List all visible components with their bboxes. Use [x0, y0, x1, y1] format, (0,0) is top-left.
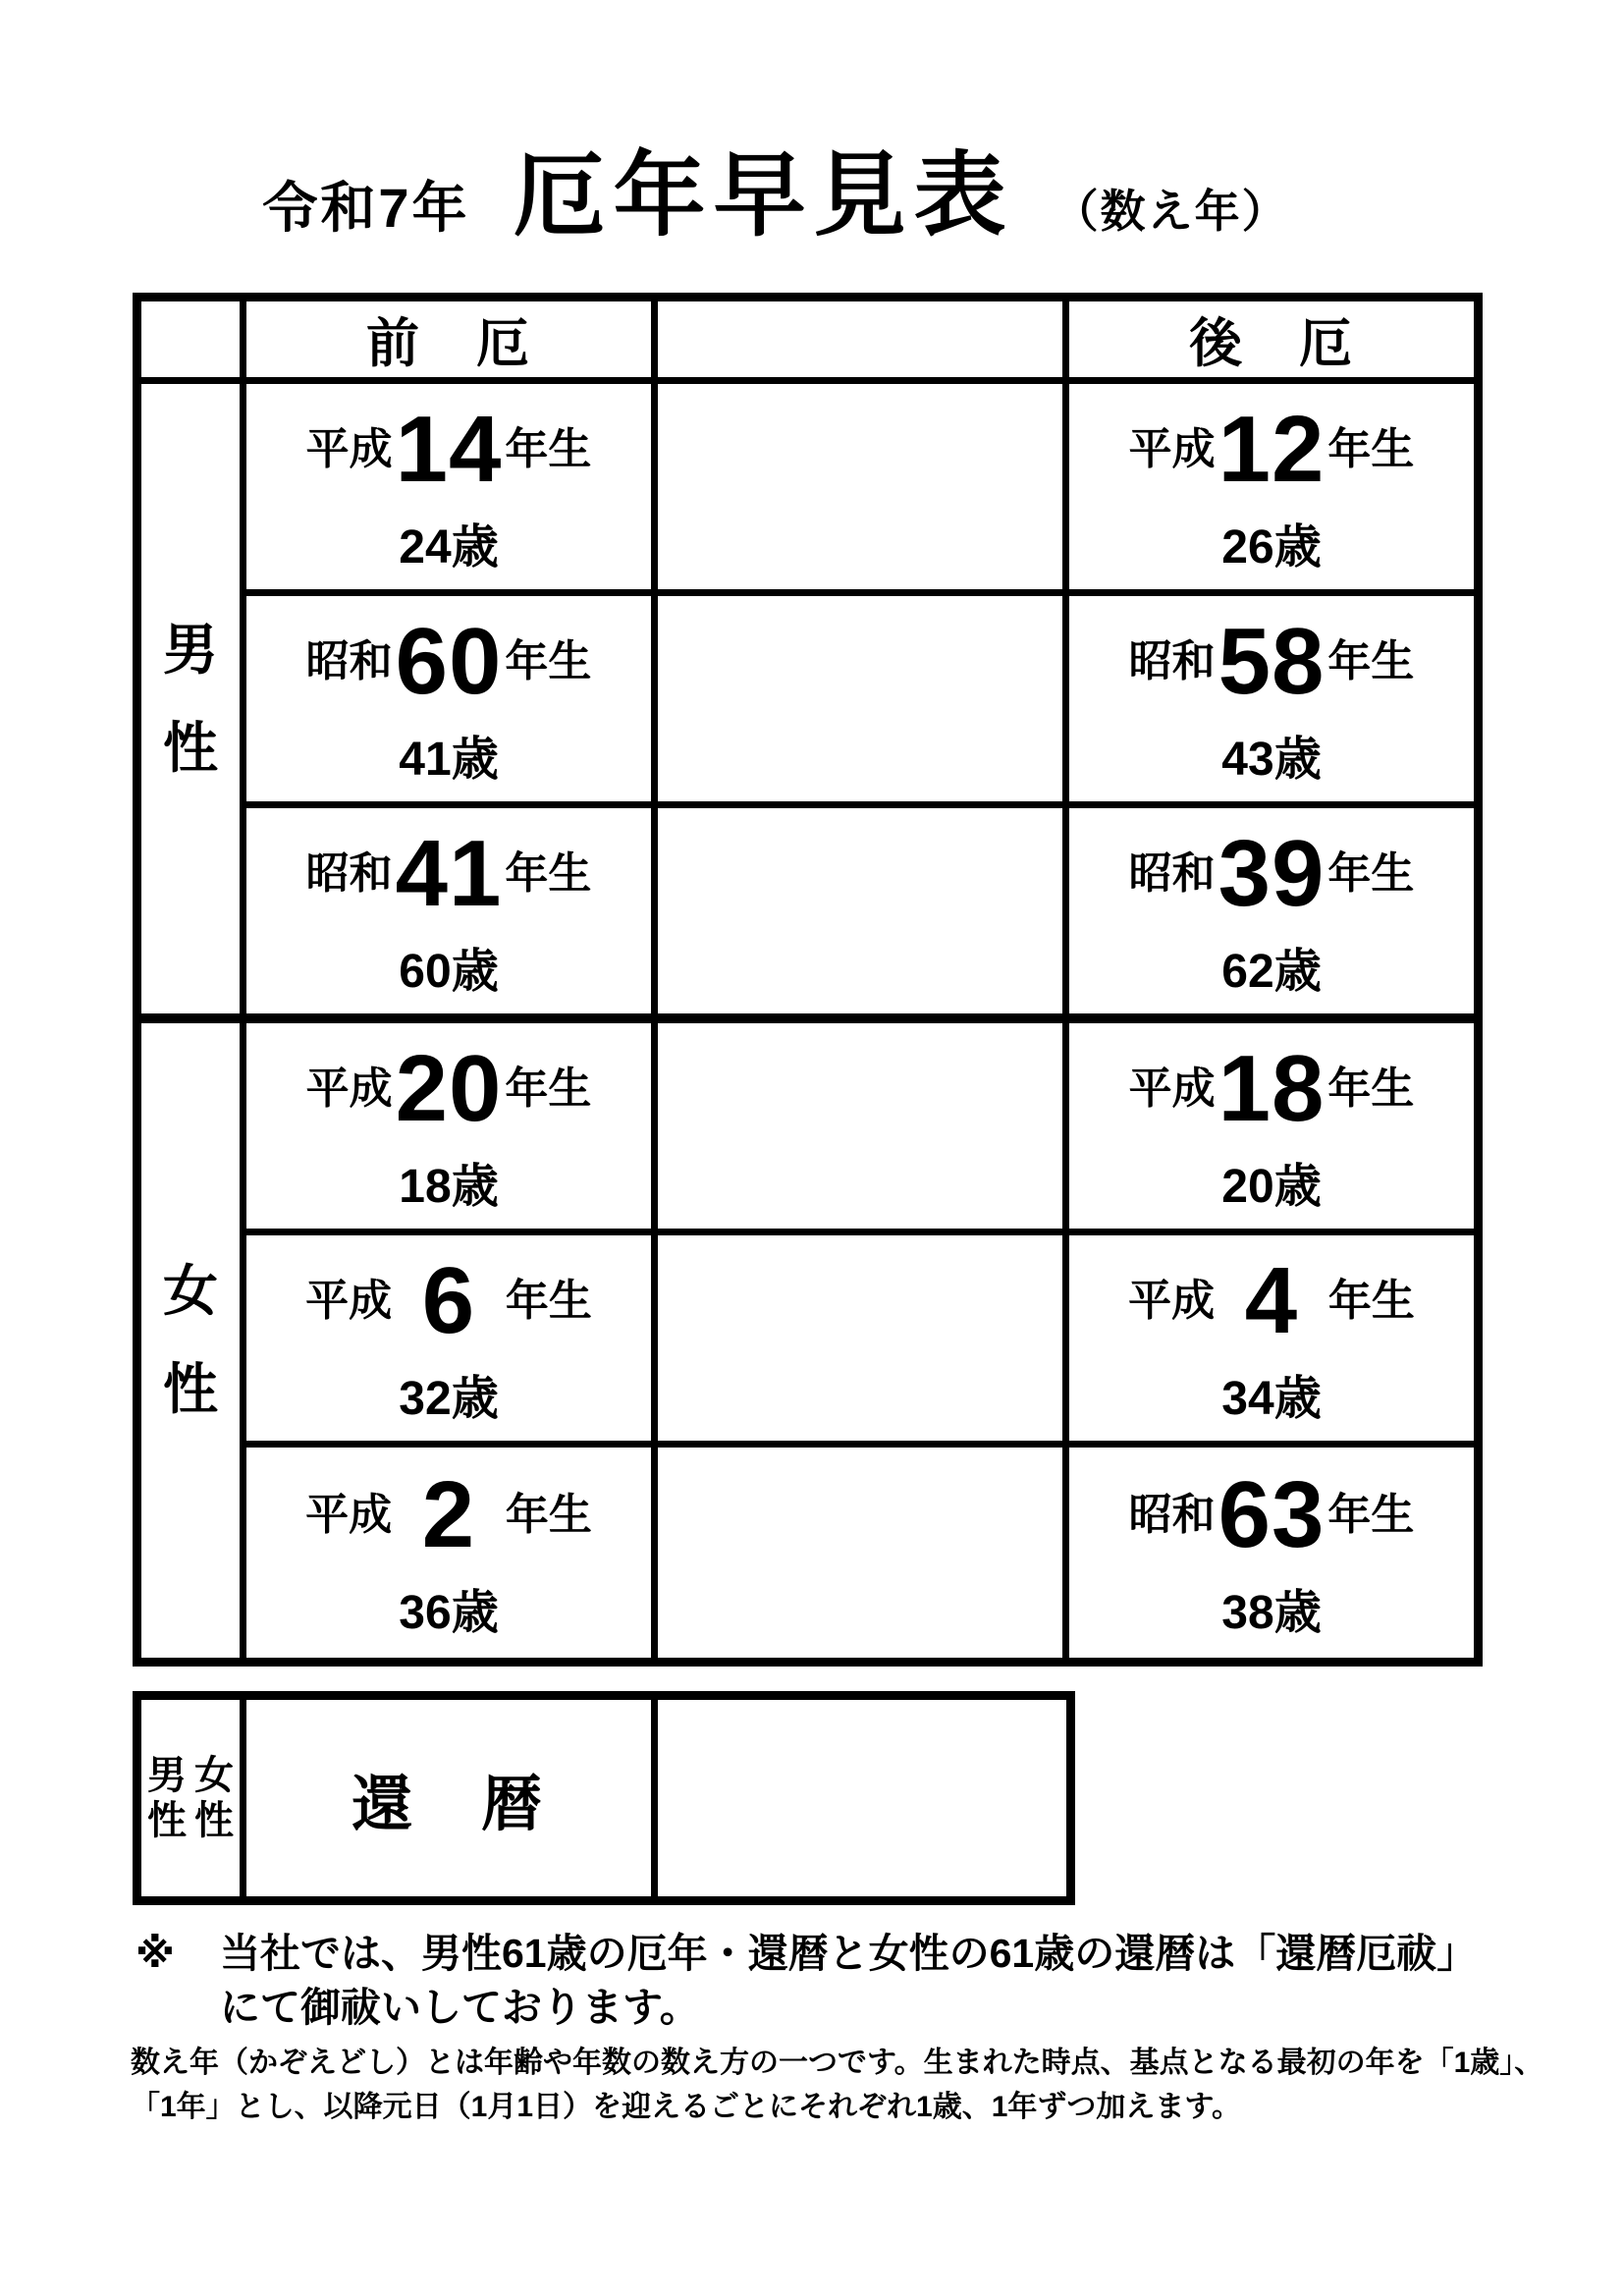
birth-year-line: 平成 14 年生 — [305, 396, 592, 502]
age-label: 18歳 — [399, 1160, 499, 1213]
year-cell — [244, 381, 655, 593]
women-label: 女 性 — [194, 1754, 234, 1842]
age-label: 34歳 — [1221, 1372, 1322, 1425]
women-label-char: 女 — [163, 1259, 218, 1322]
year-cell-honyaku — [655, 593, 1066, 805]
title-paren: （数え年） — [1053, 186, 1289, 237]
men-label — [141, 618, 240, 779]
birth-year-line: 平成 6 年生 — [305, 1247, 592, 1353]
age-label: 20歳 — [1221, 1160, 1322, 1213]
year-cell — [1066, 1018, 1479, 1232]
header-maeyaku-label: 前 厄 — [366, 314, 531, 373]
birth-year-line: 平成 元 年生 — [702, 1524, 1018, 1576]
title-era-year: 令和7年 — [262, 177, 470, 239]
age-label: 37歳 — [810, 1607, 910, 1660]
birth-year-line: 平成 12 年生 — [1128, 396, 1415, 502]
birth-year-line: 平成 18 年生 — [1128, 1035, 1415, 1141]
birth-year-line: 平成 19 年生 — [717, 1035, 1003, 1141]
age-label: 33歳 — [810, 1372, 910, 1425]
men-label-char: 男 — [163, 618, 218, 681]
year-cell-honyaku-double — [655, 1445, 1066, 1663]
kanreki-table — [133, 1691, 1075, 1905]
birth-year-line: 平成 13 年生 — [717, 396, 1003, 502]
men-label-char: 性 — [163, 716, 218, 779]
birth-year-line: 昭和 60 年生 — [305, 608, 592, 714]
table-row — [137, 805, 1479, 1019]
age-label: 42歳 — [810, 733, 910, 786]
birth-year-line: 平成 20 年生 — [305, 1035, 592, 1141]
birth-year-line: 平成 4 年生 — [1128, 1247, 1415, 1353]
birth-year-line: 昭和 40 年生 — [717, 820, 1003, 926]
birth-year-line: 昭和 64 年生 — [699, 1450, 1021, 1502]
note-main-text — [220, 1927, 1477, 2034]
header-atoyaku — [1066, 298, 1479, 381]
birth-year-line: 平成 2 年生 — [305, 1461, 592, 1567]
table-row — [137, 381, 1479, 593]
note-main-line1: 当社では、男性61歳の厄年・還暦と女性の61歳の還暦は「還暦厄祓」 — [220, 1931, 1478, 1976]
page-title — [0, 143, 1588, 246]
year-cell — [1066, 1232, 1479, 1445]
women-label-char: 性 — [163, 1357, 218, 1420]
table-row — [137, 1232, 1479, 1445]
header-honyaku-label: 本 厄 — [778, 314, 943, 373]
table-row — [137, 593, 1479, 805]
men-label: 男 性 — [147, 1754, 187, 1842]
table-row — [137, 1018, 1479, 1232]
birth-year-line: 昭和 63 年生 — [1128, 1461, 1415, 1567]
year-cell — [1066, 593, 1479, 805]
age-label: 36歳 — [399, 1586, 499, 1639]
table-row — [137, 1696, 1071, 1901]
age-label: 43歳 — [1221, 733, 1322, 786]
age-label: 19歳 — [810, 1160, 910, 1213]
age-label: 32歳 — [399, 1372, 499, 1425]
header-row — [137, 298, 1479, 381]
women-label-cell — [137, 1018, 244, 1662]
header-maeyaku — [244, 298, 655, 381]
note-main — [135, 1927, 1530, 2034]
year-cell-honyaku — [655, 1232, 1066, 1445]
age-label: 26歳 — [1221, 520, 1322, 574]
birth-year-line: 平成 5 年生 — [717, 1247, 1003, 1353]
year-cell — [244, 805, 655, 1019]
birth-year-line: 昭和 39 年生 — [1128, 820, 1415, 926]
kanreki-label-cell — [244, 1696, 655, 1901]
age-label: 60歳 — [399, 945, 499, 998]
age-label: ※61歳 — [786, 945, 934, 998]
kanreki-year-cell — [655, 1696, 1071, 1901]
birth-year-line: 昭和 41 年生 — [305, 820, 592, 926]
kanreki-gender-label — [141, 1753, 240, 1843]
reference-mark: ※ — [135, 1931, 175, 1976]
age-label: 38歳 — [1221, 1586, 1322, 1639]
header-corner-cell — [137, 298, 244, 381]
birth-year-line: 昭和 40 年生 — [719, 1708, 1005, 1813]
kanreki-gender-cell — [137, 1696, 244, 1901]
year-cell — [244, 1018, 655, 1232]
year-cell — [1066, 381, 1479, 593]
birth-year-line: 昭和 59 年生 — [717, 608, 1003, 714]
year-cell — [244, 1232, 655, 1445]
year-cell-honyaku — [655, 1018, 1066, 1232]
year-cell-honyaku — [655, 805, 1066, 1019]
title-main: 厄年早見表 — [513, 143, 1014, 246]
age-label: 24歳 — [399, 520, 499, 574]
age-label: 62歳 — [1221, 945, 1322, 998]
year-cell — [1066, 805, 1479, 1019]
age-label: 25歳 — [810, 520, 910, 574]
women-label — [141, 1259, 240, 1420]
year-cell — [244, 593, 655, 805]
header-atoyaku-label: 後 厄 — [1189, 314, 1354, 373]
year-cell — [244, 1445, 655, 1663]
kanreki-label: 還 暦 — [351, 1770, 546, 1838]
header-honyaku — [655, 298, 1066, 381]
yakudoshi-table — [133, 293, 1483, 1667]
note-small-line2: 「1年」とし、以降元日（1月1日）を迎えるごとにそれぞれ1歳、1年ずつ加えます。 — [131, 2091, 1242, 2123]
note-small — [131, 2041, 1544, 2129]
note-main-line2: にて御祓いしております。 — [220, 1984, 700, 2030]
year-cell — [1066, 1445, 1479, 1663]
men-label-cell — [137, 381, 244, 1019]
note-small-line1: 数え年（かぞえどし）とは年齢や年数の数え方の一つです。生まれた時点、基点となる最初の年を「1歳」、 — [131, 2047, 1544, 2079]
age-label: ※61歳 — [788, 1832, 936, 1885]
year-cell-honyaku — [655, 381, 1066, 593]
birth-year-line: 昭和 58 年生 — [1128, 608, 1415, 714]
table-row — [137, 1445, 1479, 1663]
age-label: 41歳 — [399, 733, 499, 786]
